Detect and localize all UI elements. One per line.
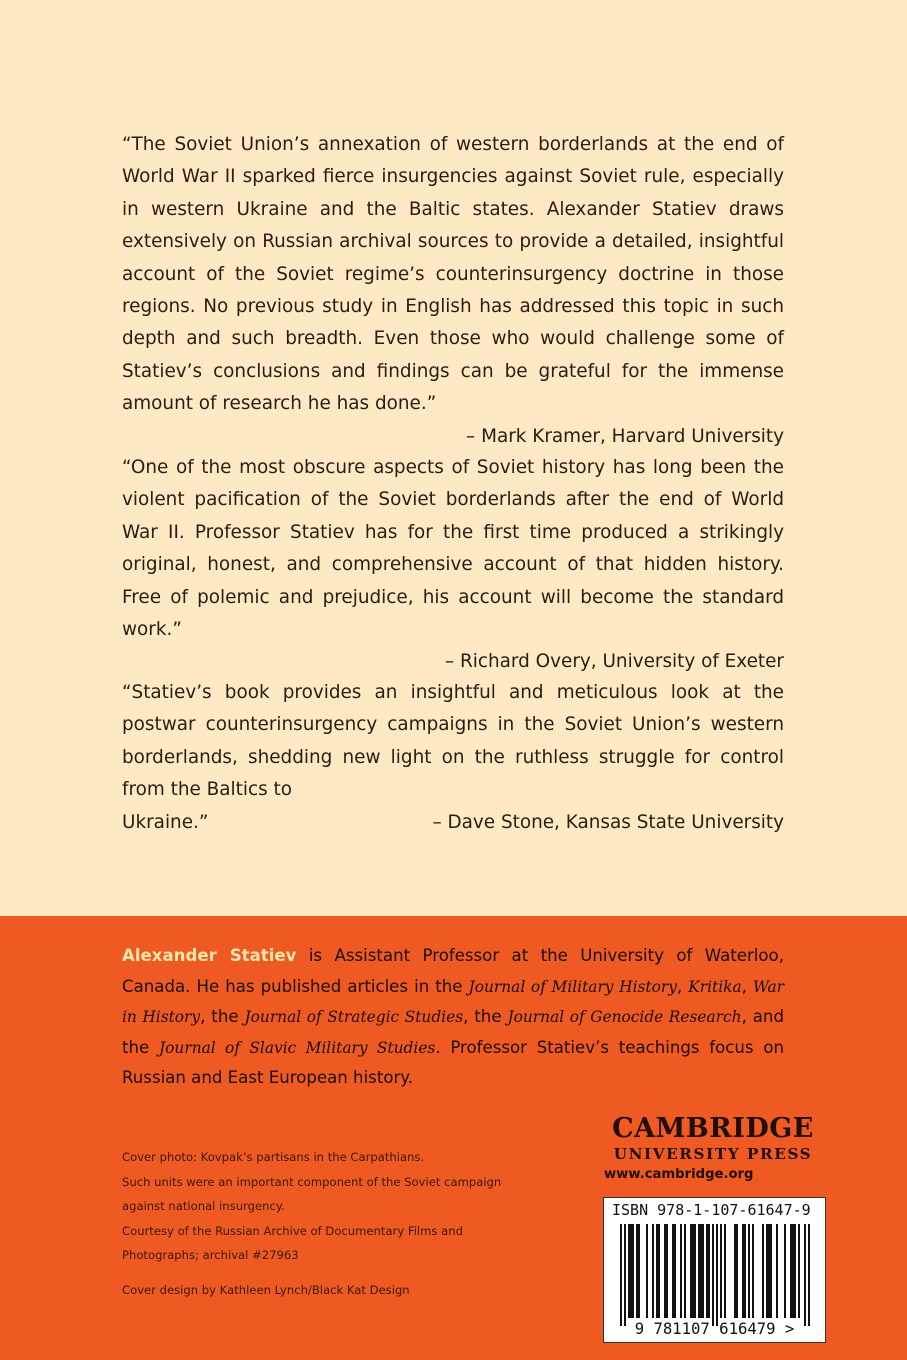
journal-title: War in History [122,977,784,1027]
photo-credit-line: Such units were an important component of the Soviet campaign [122,1174,502,1189]
barcode-bar [674,1224,676,1318]
cover-credits [122,1145,512,1303]
barcode-bar [692,1224,694,1318]
barcode-bar [680,1224,682,1318]
quote-attribution: – Mark Kramer, Harvard University [466,425,784,447]
quote-last-word: Ukraine.” [122,811,209,833]
journal-title: Journal of Military History [468,977,677,996]
isbn-barcode [603,1197,826,1343]
barcode-digits: 9 781107 616479 > [634,1320,795,1338]
barcode-bar [698,1224,700,1318]
barcode-bar [636,1224,638,1318]
barcode-bar [658,1224,660,1318]
barcode-bar [752,1224,754,1318]
bio-text: , the [200,1007,245,1027]
barcode-bar [790,1224,792,1318]
publisher-url: www.cambridge.org [604,1167,754,1182]
barcode-bar [664,1224,666,1318]
barcode-bar [652,1224,654,1318]
quote-attribution: – Richard Overy, University of Exeter [444,651,784,673]
publisher-logo [600,1113,826,1182]
photo-credit-line: Courtesy of the Russian Archive of Documentary Films and [122,1223,463,1238]
author-bio [122,941,784,1094]
quote-last-line [122,807,784,839]
barcode-bar [762,1224,764,1318]
barcode-bar [672,1224,674,1318]
barcode-bar [776,1224,778,1318]
quote-text: “One of the most obscure aspects of Soviet history has long been the violent pacification of the Soviet borderlands after the end of World War II. Professor Statiev has for the first time produced a strikingly original, honest, and comprehensive account of that hidden history. Free of polemic and prejudice, his account will become the standard work.” [122,457,784,641]
barcode-bar [766,1224,768,1318]
barcode-bar [784,1224,786,1318]
barcode-bar [620,1224,622,1326]
journal-title: Kritika [688,977,742,996]
barcode-bar [798,1224,800,1318]
barcode-bar [770,1224,772,1318]
photo-credit-line: Photographs; archival #27963 [122,1248,299,1263]
quote-text: “The Soviet Union’s annexation of western borderlands at the end of World War II sparked fierce insurgencies against Soviet rule, especially in western Ukraine and the Baltic states. Alexander Statiev draws extensively on Russian archival sources to provide a detailed, insightful account of the Soviet regime’s counterinsurgency doctrine in those regions. No previous study in English has addressed this topic in such depth and such breadth. Even those who would challenge some of Statiev’s conclusions and findings can be grateful for the immense amount of research he has done.” [122,134,784,415]
barcode-bar [708,1224,710,1318]
barcode-bar [716,1224,718,1326]
barcode-bar [792,1224,794,1318]
bio-text: . Professor Statiev’s teachings focus on Russian and East European history. [122,1037,784,1088]
photo-credit-line: against national insurgency. [122,1199,285,1214]
barcode-bar [638,1224,640,1318]
photo-credit-line: Cover photo: Kovpak’s partisans in the Carpathians. [122,1150,425,1164]
barcode-bar [624,1224,626,1326]
bio-text: , and the [122,1007,784,1057]
barcode-bar [690,1224,692,1318]
barcode-bar [646,1224,648,1318]
barcode-bar [768,1224,770,1318]
barcode-bar [684,1224,686,1318]
author-name: Alexander Statiev [122,946,297,965]
barcode-bar [734,1224,736,1318]
design-credit: Cover design by Kathleen Lynch/Black Kat Design [122,1282,410,1297]
publisher-subtitle: UNIVERSITY PRESS [613,1145,813,1163]
publisher-name: CAMBRIDGE [612,1113,814,1144]
barcode-bar [736,1224,738,1318]
quote-attribution: – Dave Stone, Kansas State University [432,811,784,833]
barcode-bar [694,1224,696,1318]
journal-title: Journal of Genocide Research [507,1008,742,1027]
barcode-bar [794,1224,796,1318]
barcode-bar [656,1224,658,1318]
barcode-bar [804,1224,806,1326]
quote-stone [122,677,784,839]
barcode-bar [808,1224,810,1326]
barcode-bar [742,1224,744,1318]
barcode-bar [628,1224,630,1318]
barcode-bar [720,1224,722,1318]
bio-text: , [741,976,753,996]
barcode-bar [702,1224,704,1318]
barcode-bar [706,1224,708,1318]
barcode-bar [712,1224,714,1326]
quote-kramer [122,129,784,453]
barcode-bar [744,1224,746,1318]
quote-overy [122,452,784,679]
journal-title: Journal of Slavic Military Studies [158,1038,436,1057]
barcode-bar [700,1224,702,1318]
bio-text: , the [463,1007,508,1027]
barcode-bar [748,1224,750,1318]
barcode-bar [724,1224,726,1318]
barcode-bar [632,1224,634,1318]
bio-text: is Assistant Professor at the University of Waterloo, Canada. He has published articles in the [122,946,784,996]
quote-text: “Statiev’s book provides an insightful and meticulous look at the postwar counterinsurgency campaigns in the Soviet Union’s western borderlands, shedding new light on the ruthless struggle for control from the Baltics to [122,682,784,801]
journal-title: Journal of Strategic Studies [244,1008,464,1027]
barcode-bar [630,1224,632,1318]
barcode-bar [666,1224,668,1318]
bio-text: , [676,976,689,996]
isbn-label: ISBN 978-1-107-61647-9 [612,1201,811,1219]
